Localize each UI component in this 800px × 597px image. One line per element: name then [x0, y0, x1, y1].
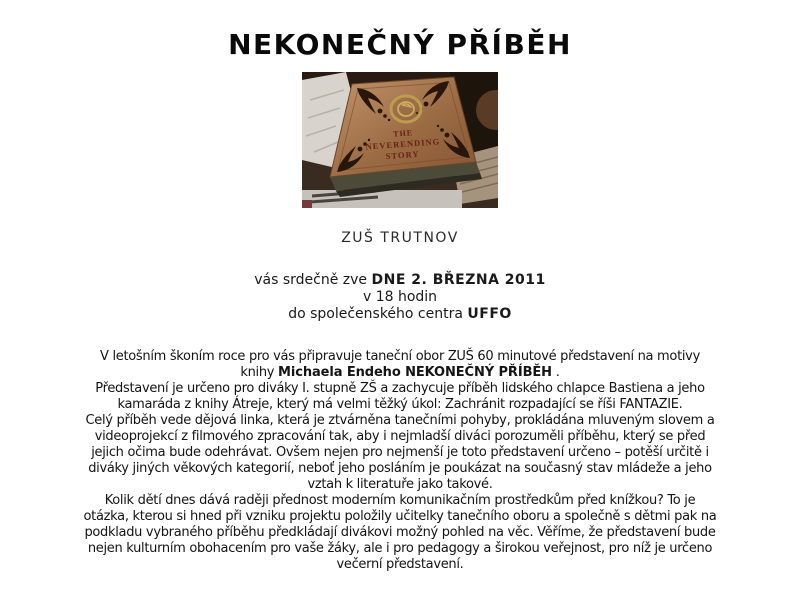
- invite-block: [0, 272, 800, 323]
- body-text-line: V letošním škoním roce pro vás připravuje taneční obor ZUŠ 60 minutové představení na motivy: [100, 349, 700, 364]
- book-title-line: NEVERENDING: [365, 136, 441, 152]
- body-text-line: knihy Michaela Endeho NEKONEČNÝ PŘÍBĚH .: [240, 365, 560, 380]
- body-text-line: Představení je určeno pro diváky I. stupně ZŠ a zachycuje příběh lidského chlapce Bastiena a jeho: [95, 381, 705, 396]
- floor: [302, 190, 462, 208]
- auryn-medallion-icon: [391, 96, 421, 122]
- body-text-line: jejich očima bude odehrávat. Ovšem nejen pro nejmenší je toto představení určeno – potěší určitě i: [91, 445, 709, 460]
- body-text-line: kamaráda z knihy Átreje, který má velmi těžký úkol: Zachránit rozpadající se říši FANTAZIE.: [117, 397, 683, 412]
- body-text: [15, 349, 785, 573]
- body-text-line: otázka, kterou si hned při vzniku projektu položily učitelky tanečního oboru a společně s dětmi pak na: [83, 509, 717, 524]
- body-text-line: nejen kulturním obohacením pro vaše žáky, ale i pro pedagogy a širokou veřejnost, pro níž je určeno: [87, 541, 713, 556]
- invite-venue-bold: UFFO: [467, 306, 512, 322]
- invite-line-venue: [0, 306, 800, 323]
- body-text-line: podkladu vybraného příběhu předkládají divákovi možný pohled na věc. Věříme, že představení bude: [84, 525, 716, 540]
- invite-date-regular: vás srdečně zve: [254, 272, 372, 288]
- page-title: NEKONEČNÝ PŘÍBĚH: [228, 28, 572, 61]
- invite-venue-regular: do společenského centra: [288, 306, 468, 322]
- book-photo: [302, 72, 498, 208]
- book-title-line: STORY: [385, 148, 420, 162]
- body-text-line: Kolik dětí dnes dává raději přednost moderním komunikačním prostředkům před knížkou? To je: [104, 493, 696, 508]
- invite-date-bold: DNE 2. BŘEZNA 2011: [371, 272, 546, 288]
- body-text-line: vztah k literatuře jako takové.: [307, 477, 493, 492]
- invite-line-date: [0, 272, 800, 289]
- organizer-name: ZUŠ TRUTNOV: [341, 230, 459, 246]
- body-text-line: Celý příběh vede dějová linka, která je ztvárněna tanečními pohyby, prokládána mluveným slovem a: [85, 413, 715, 428]
- invite-line-time: v 18 hodin: [362, 289, 438, 305]
- body-text-line: večerní představení.: [336, 557, 464, 572]
- body-text-line: diváky jiných věkových kategorií, neboť jeho posláním je poukázat na současný stav mládeže a jeho: [88, 461, 712, 476]
- book-photo-image: [302, 72, 498, 208]
- book-title-line: THE: [392, 128, 414, 139]
- body-text-line: videoprojekcí z filmového zpracování tak, aby i nejmladší diváci porozuměli příběhu, který se před: [94, 429, 706, 444]
